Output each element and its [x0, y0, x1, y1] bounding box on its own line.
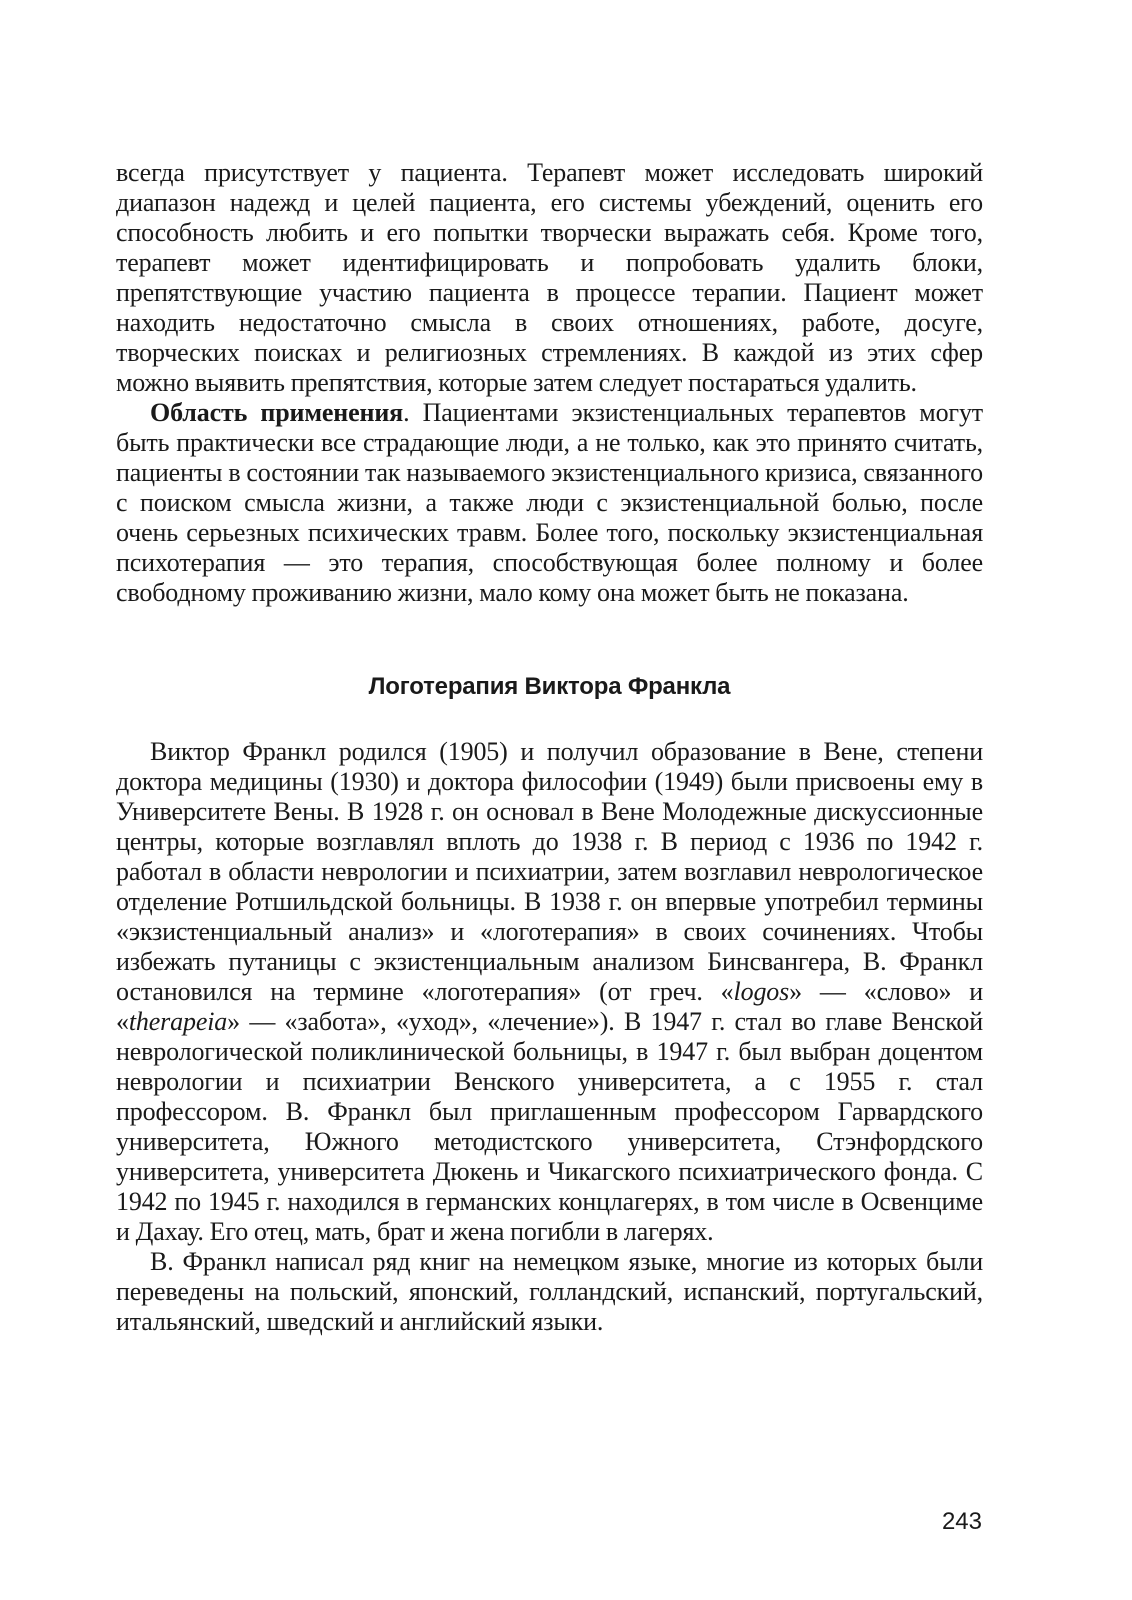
paragraph-scope-text: . Пациентами экзистенциальных терапевтов могут быть практически все страдающие люди, а не только, как это принято считать, пациенты в состоянии так называемого экзистенциального кризиса, связанного с поиском смысла жизни, а также люди с экзистенциальной болью, после очень серьезных психических травм. Более того, поскольку экзистенциальная психотерапия — это терапия, способствующая более полному и более свободному проживанию жизни, мало кому она может быть не показана.	[116, 398, 984, 607]
biography-text-1: Виктор Франкл родился (1905) и получил образование в Вене, степени доктора медицины (1930) и доктора философии (1949) были присвоены ему в Университете Вены. В 1928 г. он основал в Вене Молодежные дискуссионные центры, которые возглавлял вплоть до 1938 г. В период с 1936 по 1942 г. работал в области неврологии и психиатрии, затем возглавил неврологическое отделение Ротшильдской больницы. В 1938 г. он впервые употребил термины «экзистенциальный анализ» и «логотерапия» в своих сочинениях. Чтобы избежать путаницы с экзистенциальным анализом Бинсвангера, В. Франкл остановился на термине «логотерапия» (от греч. «	[116, 737, 983, 1006]
paragraph-books: В. Франкл написал ряд книг на немецком языке, многие из которых были переведены на польский, японский, голландский, испанский, португальский, итальянский, шведский и английский языки.	[116, 1247, 983, 1336]
page-number: 243	[941, 1508, 982, 1535]
biography-text-3: » — «забота», «уход», «лечение»). В 1947 г. стал во главе Венской неврологической поликлинической больницы, в 1947 г. был выбран доцентом неврологии и психиатрии Венского университета, а с 1955 г. стал профессором. В. Франкл был приглашенным профессором Гарвардского университета, Южного методистского университета, Стэнфордского университета, университета Дюкень и Чикагского психиатрического фонда. С 1942 по 1945 г. находился в германских концлагерях, в том числе в Освенциме и Дахау. Его отец, мать, брат и жена погибли в лагерях.	[116, 1007, 983, 1246]
paragraph-biography	[116, 737, 983, 1247]
term-therapeia: therapeia	[128, 1007, 228, 1036]
section-heading: Логотерапия Виктора Франкла	[368, 673, 731, 700]
paragraph-scope	[116, 398, 983, 608]
page-body	[116, 158, 983, 1337]
run-in-heading-scope: Область применения	[150, 398, 404, 427]
term-logos: logos	[733, 977, 790, 1006]
paragraph-continuation: всегда присутствует у пациента. Терапевт может исследовать широкий диапазон надежд и целей пациента, его системы убеждений, оценить его способность любить и его попытки творчески выражать себя. Кроме того, терапевт может идентифицировать и попробовать удалить блоки, препятствующие участию пациента в процессе терапии. Пациент может находить недостаточно смысла в своих отношениях, работе, досуге, творческих поисках и религиозных стремлениях. В каждой из этих сфер можно выявить препятствия, которые затем следует постараться удалить.	[116, 158, 983, 397]
biography-text-2: » — «слово» и «	[116, 977, 984, 1036]
